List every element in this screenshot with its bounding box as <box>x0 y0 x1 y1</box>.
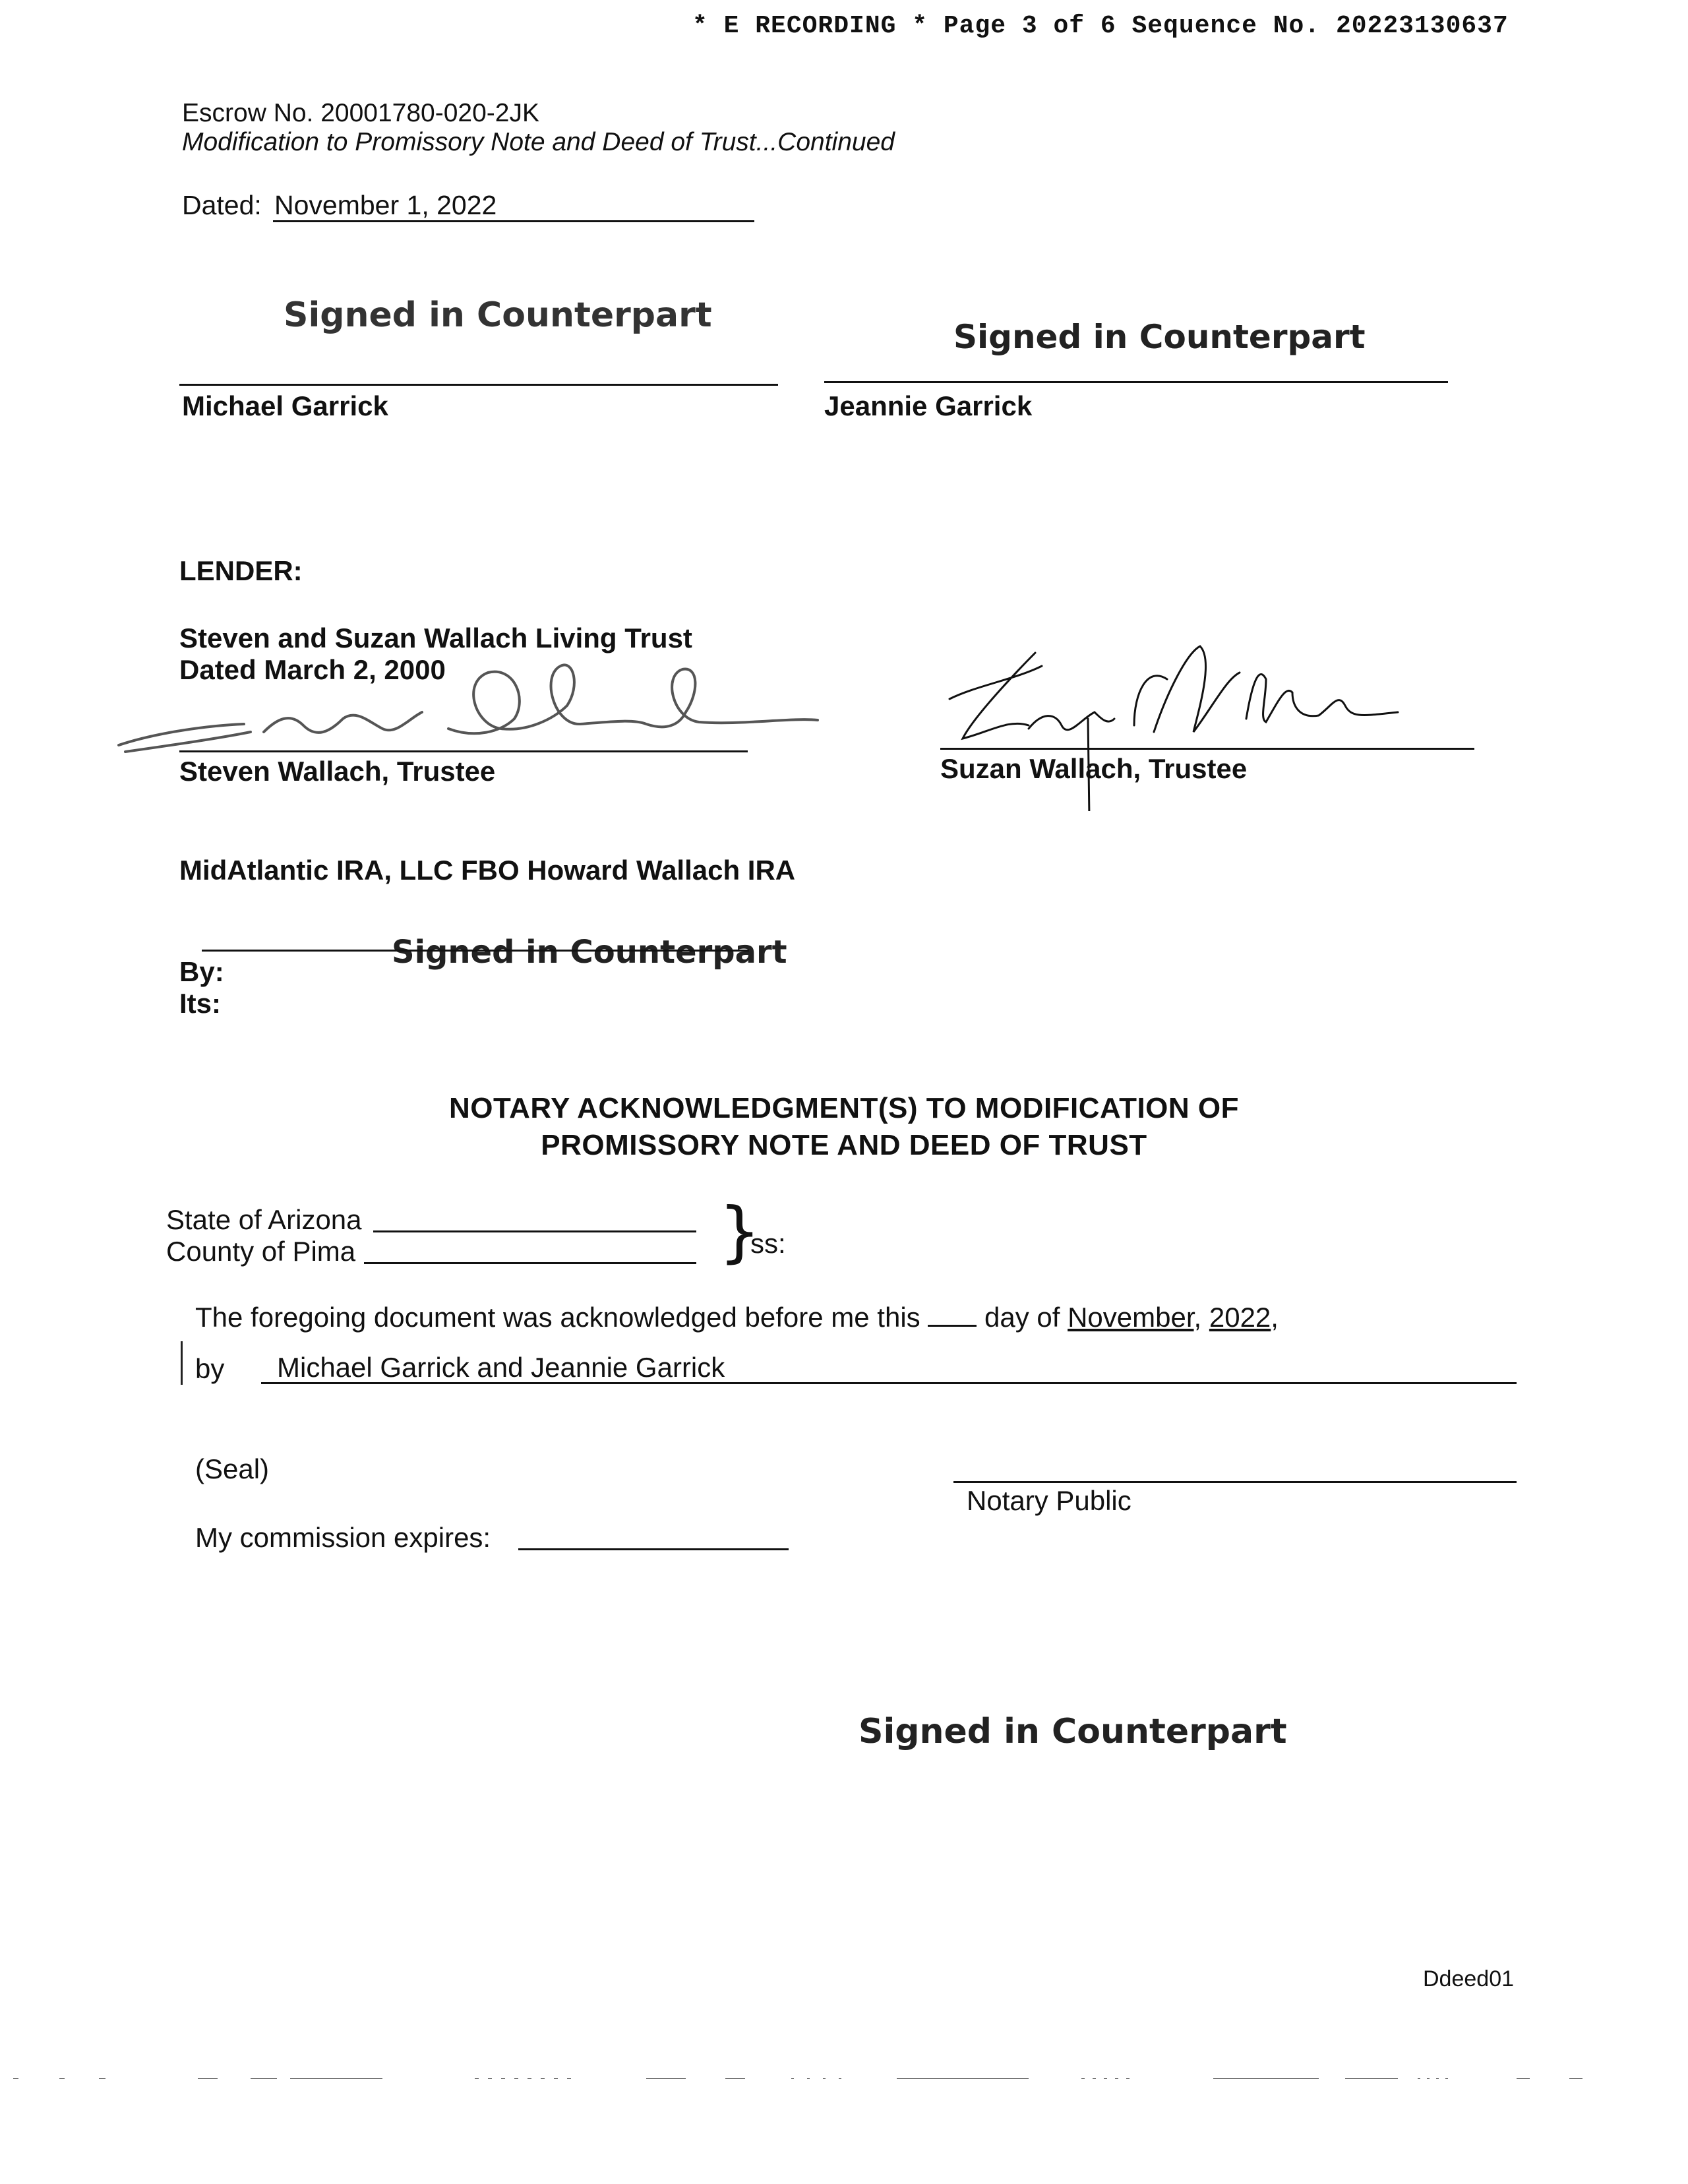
ack-month: November <box>1068 1302 1194 1333</box>
ack-day-of: day of <box>984 1302 1060 1333</box>
state-label: State of Arizona <box>166 1204 362 1235</box>
dated-label: Dated: <box>182 190 262 220</box>
county-label: County of Pima <box>166 1236 356 1267</box>
suzan-signature-line <box>940 748 1474 750</box>
venue-brace: } <box>719 1193 761 1270</box>
ack-by-line <box>261 1382 1517 1384</box>
ira-its-label: Its: <box>179 988 221 1019</box>
trustee-left-name: Steven Wallach, Trustee <box>179 756 496 787</box>
notary-signature-line <box>953 1481 1517 1483</box>
steven-signature-line <box>179 750 748 752</box>
ack-prefix: The foregoing document was acknowledged before me this <box>195 1302 920 1333</box>
notary-title-line1: NOTARY ACKNOWLEDGMENT(S) TO MODIFICATION OF <box>448 1092 1239 1124</box>
seal-label: (Seal) <box>195 1453 270 1484</box>
dated-value: November 1, 2022 <box>274 190 497 220</box>
margin-bar <box>181 1341 183 1385</box>
ira-by-label: By: <box>179 956 224 987</box>
form-code: Ddeed01 <box>1423 1966 1515 1991</box>
ack-year: 2022 <box>1209 1302 1271 1333</box>
ack-by-label: by <box>195 1353 225 1384</box>
ack-by-value: Michael Garrick and Jeannie Garrick <box>277 1352 725 1383</box>
borrower-left-stamp: Signed in Counterpart <box>284 295 712 335</box>
notary-public-label: Notary Public <box>967 1485 1131 1516</box>
state-line <box>373 1230 696 1232</box>
commission-line <box>518 1548 789 1550</box>
suzan-wallach-signature <box>936 640 1411 811</box>
trust-name: Steven and Suzan Wallach Living Trust <box>179 622 692 653</box>
ira-signature-line <box>202 950 749 952</box>
bottom-stamp: Signed in Counterpart <box>859 1712 1287 1751</box>
commission-label: My commission expires: <box>195 1522 491 1553</box>
ira-name: MidAtlantic IRA, LLC FBO Howard Wallach IRA <box>179 855 796 886</box>
scan-artifact-line <box>0 2071 1688 2090</box>
borrower-left-name: Michael Garrick <box>182 390 388 421</box>
borrower-right-stamp <box>953 318 1366 356</box>
borrower-left-signature-line <box>179 384 778 386</box>
ack-day-blank <box>928 1305 977 1327</box>
trustee-right-name: Suzan Wallach, Trustee <box>940 753 1248 784</box>
borrower-right-stamp-text: Signed in Counterpart <box>953 318 1366 356</box>
ack-line: The foregoing document was acknowledged before me this day of November, 2022, <box>195 1302 1279 1333</box>
dated-underline <box>273 220 754 222</box>
steven-wallach-signature <box>106 646 831 765</box>
borrower-right-name: Jeannie Garrick <box>824 390 1033 421</box>
borrower-right-signature-line <box>824 381 1448 383</box>
trust-dated: Dated March 2, 2000 <box>179 654 446 685</box>
notary-title-line2: PROMISSORY NOTE AND DEED OF TRUST <box>541 1129 1147 1161</box>
recording-header: * E RECORDING * Page 3 of 6 Sequence No. 20223130637 <box>692 12 1509 40</box>
ira-stamp: Signed in Counterpart <box>392 934 787 971</box>
lender-label: LENDER: <box>179 555 303 586</box>
ss-label: ss: <box>750 1228 786 1259</box>
escrow-continued: Modification to Promissory Note and Deed of Trust...Continued <box>182 128 895 156</box>
county-line <box>364 1262 696 1264</box>
escrow-number: Escrow No. 20001780-020-2JK <box>182 99 539 127</box>
